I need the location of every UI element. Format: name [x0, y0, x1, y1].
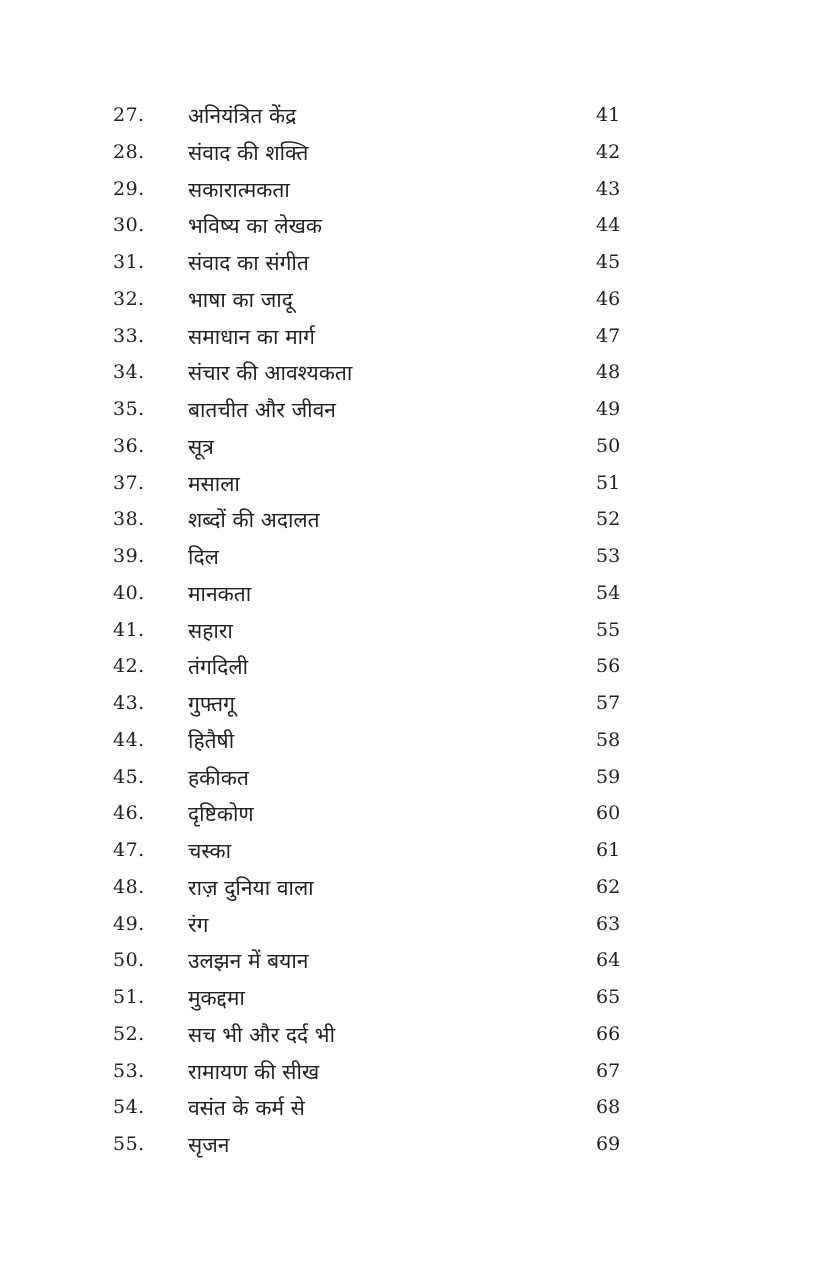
page-number: 49 — [596, 398, 621, 420]
chapter-number: 35. — [113, 398, 145, 420]
page-number: 55 — [596, 618, 621, 641]
chapter-title: भविष्य का लेखक — [188, 214, 322, 239]
toc-entry — [0, 137, 825, 174]
chapter-title: मानकता — [188, 581, 252, 606]
toc-entry — [0, 909, 825, 946]
page-number: 59 — [596, 765, 621, 788]
chapter-title: उलझन में बयान — [188, 949, 309, 974]
toc-entry — [0, 688, 825, 725]
chapter-title: हितैषी — [188, 728, 235, 753]
chapter-number: 36. — [113, 434, 145, 457]
page-number: 58 — [596, 728, 621, 751]
chapter-title: संचार की आवश्यकता — [188, 361, 353, 386]
chapter-title: संवाद की शक्ति — [188, 140, 309, 165]
chapter-title: सहारा — [188, 618, 233, 643]
chapter-title: बातचीत और जीवन — [188, 398, 336, 422]
chapter-number: 37. — [113, 471, 145, 494]
page-number: 67 — [596, 1059, 621, 1082]
chapter-number: 27. — [113, 104, 145, 126]
page-number: 65 — [596, 986, 621, 1008]
chapter-number: 52. — [113, 1022, 145, 1045]
toc-entry — [0, 798, 825, 835]
chapter-title: सृजन — [188, 1133, 230, 1157]
chapter-title: राज़ दुनिया वाला — [188, 875, 314, 900]
toc-entry — [0, 394, 825, 431]
chapter-number: 28. — [113, 140, 145, 163]
page-number: 47 — [596, 324, 621, 347]
chapter-number: 29. — [113, 177, 145, 200]
toc-entry — [0, 872, 825, 909]
page-number: 41 — [596, 104, 621, 126]
toc-entry — [0, 651, 825, 688]
chapter-title: संवाद का संगीत — [188, 251, 309, 275]
chapter-number: 54. — [113, 1096, 145, 1119]
chapter-title: दृष्टिकोण — [188, 802, 254, 827]
chapter-number: 38. — [113, 508, 145, 531]
page-number: 63 — [596, 912, 621, 935]
toc-entry — [0, 174, 825, 211]
chapter-title: दिल — [188, 545, 219, 569]
chapter-title: मुकद्दमा — [188, 986, 245, 1010]
chapter-title: सूत्र — [188, 434, 214, 459]
toc-entry — [0, 541, 825, 578]
page-number: 62 — [596, 875, 621, 898]
toc-entry — [0, 357, 825, 394]
toc-entry — [0, 945, 825, 982]
chapter-title: शब्दों की अदालत — [188, 508, 320, 533]
chapter-number: 32. — [113, 287, 145, 310]
chapter-number: 53. — [113, 1059, 145, 1082]
chapter-number: 42. — [113, 655, 145, 678]
toc-entry — [0, 725, 825, 762]
page-number: 52 — [596, 508, 621, 531]
toc-entry — [0, 468, 825, 505]
page-number: 64 — [596, 949, 621, 972]
table-of-contents — [0, 100, 825, 1166]
toc-entry — [0, 835, 825, 872]
chapter-number: 33. — [113, 324, 145, 347]
chapter-number: 47. — [113, 839, 145, 861]
chapter-number: 45. — [113, 765, 145, 788]
toc-entry — [0, 1092, 825, 1129]
chapter-number: 48. — [113, 875, 145, 898]
page-number: 50 — [596, 434, 621, 457]
toc-entry — [0, 431, 825, 468]
chapter-title: तंगदिली — [188, 655, 249, 680]
toc-entry — [0, 615, 825, 652]
page-number: 54 — [596, 581, 621, 604]
chapter-number: 44. — [113, 728, 145, 751]
toc-entry — [0, 210, 825, 247]
toc-entry — [0, 578, 825, 615]
page-number: 60 — [596, 802, 621, 825]
page-number: 61 — [596, 839, 621, 861]
toc-entry — [0, 1056, 825, 1093]
chapter-title: वसंत के कर्म से — [188, 1096, 305, 1121]
page-number: 69 — [596, 1133, 621, 1155]
toc-entry — [0, 1019, 825, 1056]
page-number: 68 — [596, 1096, 621, 1119]
toc-entry — [0, 321, 825, 358]
toc-entry — [0, 762, 825, 799]
toc-entry — [0, 284, 825, 321]
page-number: 51 — [596, 471, 621, 494]
toc-entry — [0, 982, 825, 1019]
page-number: 43 — [596, 177, 621, 200]
chapter-number: 30. — [113, 214, 145, 237]
chapter-number: 49. — [113, 912, 145, 935]
chapter-number: 31. — [113, 251, 145, 273]
chapter-number: 43. — [113, 692, 145, 714]
chapter-title: समाधान का मार्ग — [188, 324, 315, 349]
chapter-number: 51. — [113, 986, 145, 1008]
page-number: 56 — [596, 655, 621, 678]
chapter-number: 50. — [113, 949, 145, 972]
chapter-number: 46. — [113, 802, 145, 825]
chapter-number: 41. — [113, 618, 145, 641]
chapter-title: अनियंत्रित केंद्र — [188, 104, 297, 128]
chapter-title: सकारात्मकता — [188, 177, 290, 202]
toc-entry — [0, 504, 825, 541]
chapter-number: 55. — [113, 1133, 145, 1155]
chapter-title: रंग — [188, 912, 209, 937]
page-number: 46 — [596, 287, 621, 310]
page-number: 45 — [596, 251, 621, 273]
page-number: 66 — [596, 1022, 621, 1045]
chapter-title: चस्का — [188, 839, 232, 863]
chapter-title: गुफ्तगू — [188, 692, 235, 716]
chapter-title: हकीकत — [188, 765, 249, 790]
chapter-title: सच भी और दर्द भी — [188, 1022, 336, 1047]
toc-entry — [0, 1129, 825, 1166]
page-number: 44 — [596, 214, 621, 237]
page-number: 57 — [596, 692, 621, 714]
page-number: 53 — [596, 545, 621, 567]
page-number: 48 — [596, 361, 621, 384]
chapter-title: मसाला — [188, 471, 240, 496]
chapter-number: 34. — [113, 361, 145, 384]
chapter-number: 39. — [113, 545, 145, 567]
chapter-title: भाषा का जादू — [188, 287, 293, 312]
toc-entry — [0, 100, 825, 137]
chapter-title: रामायण की सीख — [188, 1059, 320, 1084]
page-number: 42 — [596, 140, 621, 163]
chapter-number: 40. — [113, 581, 145, 604]
toc-entry — [0, 247, 825, 284]
